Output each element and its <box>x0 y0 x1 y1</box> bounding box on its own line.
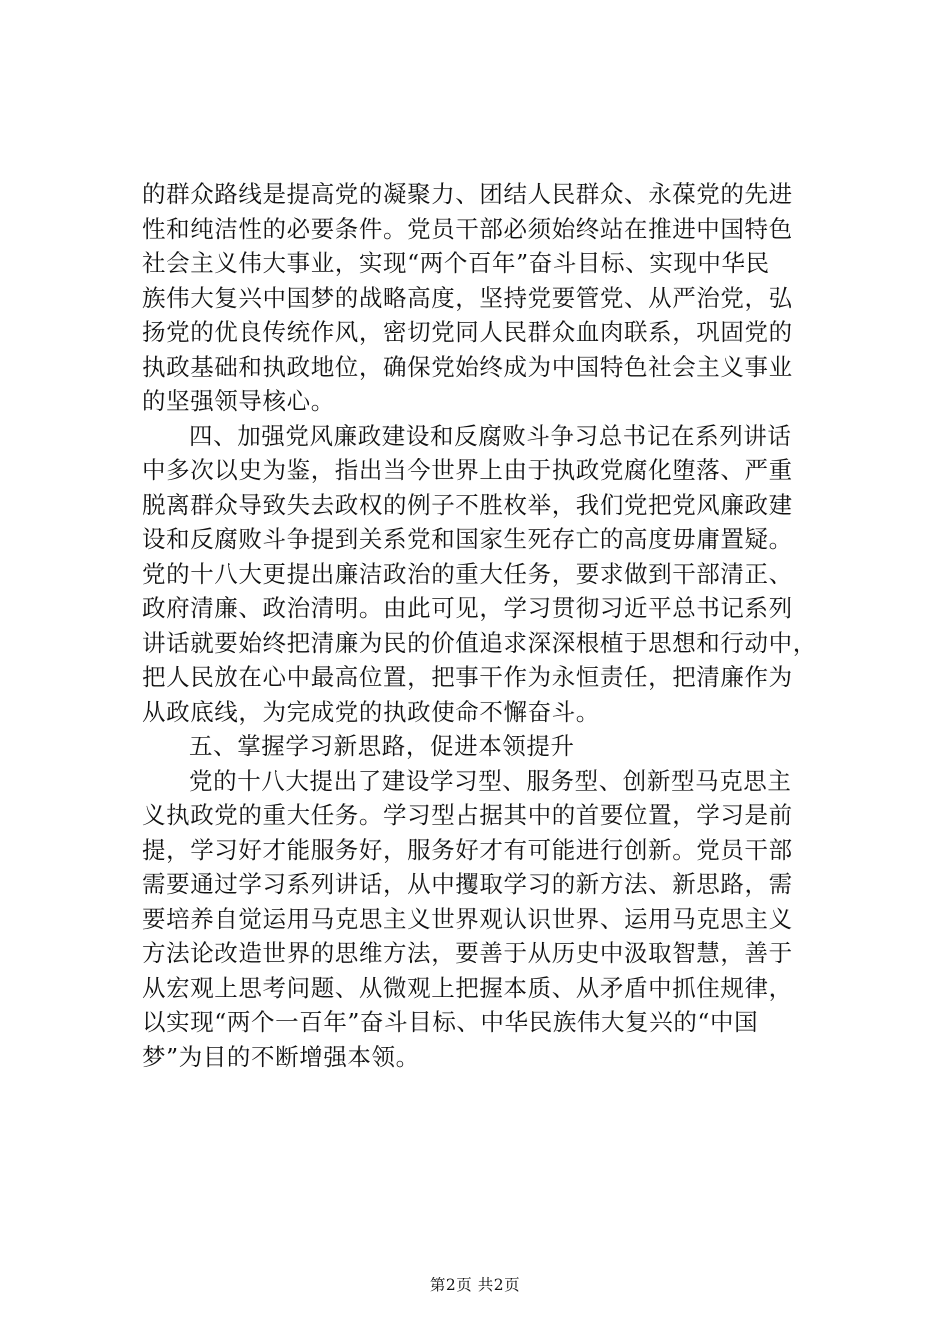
text-line: 性和纯洁性的必要条件。党员干部必须始终站在推进中国特色 <box>142 214 793 243</box>
text-line: 的群众路线是提高党的凝聚力、团结人民群众、永葆党的先进 <box>142 180 793 208</box>
text-line: 方法论改造世界的思维方法，要善于从历史中汲取智慧，善于 <box>142 939 793 967</box>
text-line: 扬党的优良传统作风，密切党同人民群众血肉联系，巩固党的 <box>142 318 793 346</box>
text-line: 党的十八大更提出廉洁政治的重大任务，要求做到干部清正、 <box>142 559 793 588</box>
page-footer: 第2页 共2页 <box>429 1276 521 1294</box>
text-line: 执政基础和执政地位，确保党始终成为中国特色社会主义事业 <box>142 352 793 381</box>
text-line: 社会主义伟大事业，实现“两个百年”奋斗目标、实现中华民 <box>142 249 770 277</box>
text-line: 梦”为目的不断增强本领。 <box>142 1042 420 1071</box>
document-body <box>142 177 842 1074</box>
text-line: 脱离群众导致失去政权的例子不胜枚举，我们党把党风廉政建 <box>142 490 793 519</box>
text-line: 四、加强党风廉政建设和反腐败斗争习总书记在系列讲话 <box>189 421 792 450</box>
text-line: 义执政党的重大任务。学习型占据其中的首要位置，学习是前 <box>142 801 793 829</box>
text-line: 需要通过学习系列讲话，从中攫取学习的新方法、新思路，需 <box>142 870 793 898</box>
text-line: 把人民放在心中最高位置，把事干作为永恒责任，把清廉作为 <box>142 663 793 691</box>
text-line: 讲话就要始终把清廉为民的价值追求深深根植于思想和行动中， <box>142 628 817 657</box>
text-line: 政府清廉、政治清明。由此可见，学习贯彻习近平总书记系列 <box>142 594 793 622</box>
text-line: 党的十八大提出了建设学习型、服务型、创新型马克思主 <box>189 766 792 795</box>
text-line: 中多次以史为鉴，指出当今世界上由于执政党腐化堕落、严重 <box>142 456 793 484</box>
text-line: 的坚强领导核心。 <box>142 387 335 415</box>
text-line: 从政底线，为完成党的执政使命不懈奋斗。 <box>142 697 600 726</box>
text-line: 族伟大复兴中国梦的战略高度，坚持党要管党、从严治党，弘 <box>142 283 793 312</box>
text-line: 提，学习好才能服务好，服务好才有可能进行创新。党员干部 <box>142 835 793 864</box>
text-line: 五、掌握学习新思路，促进本领提升 <box>189 732 575 760</box>
text-line: 从宏观上思考问题、从微观上把握本质、从矛盾中抓住规律， <box>142 973 793 1002</box>
text-line: 设和反腐败斗争提到关系党和国家生死存亡的高度毋庸置疑。 <box>142 525 793 553</box>
text-line: 要培养自觉运用马克思主义世界观认识世界、运用马克思主义 <box>142 904 793 933</box>
text-line: 以实现“两个一百年”奋斗目标、中华民族伟大复兴的“中国 <box>142 1008 759 1036</box>
